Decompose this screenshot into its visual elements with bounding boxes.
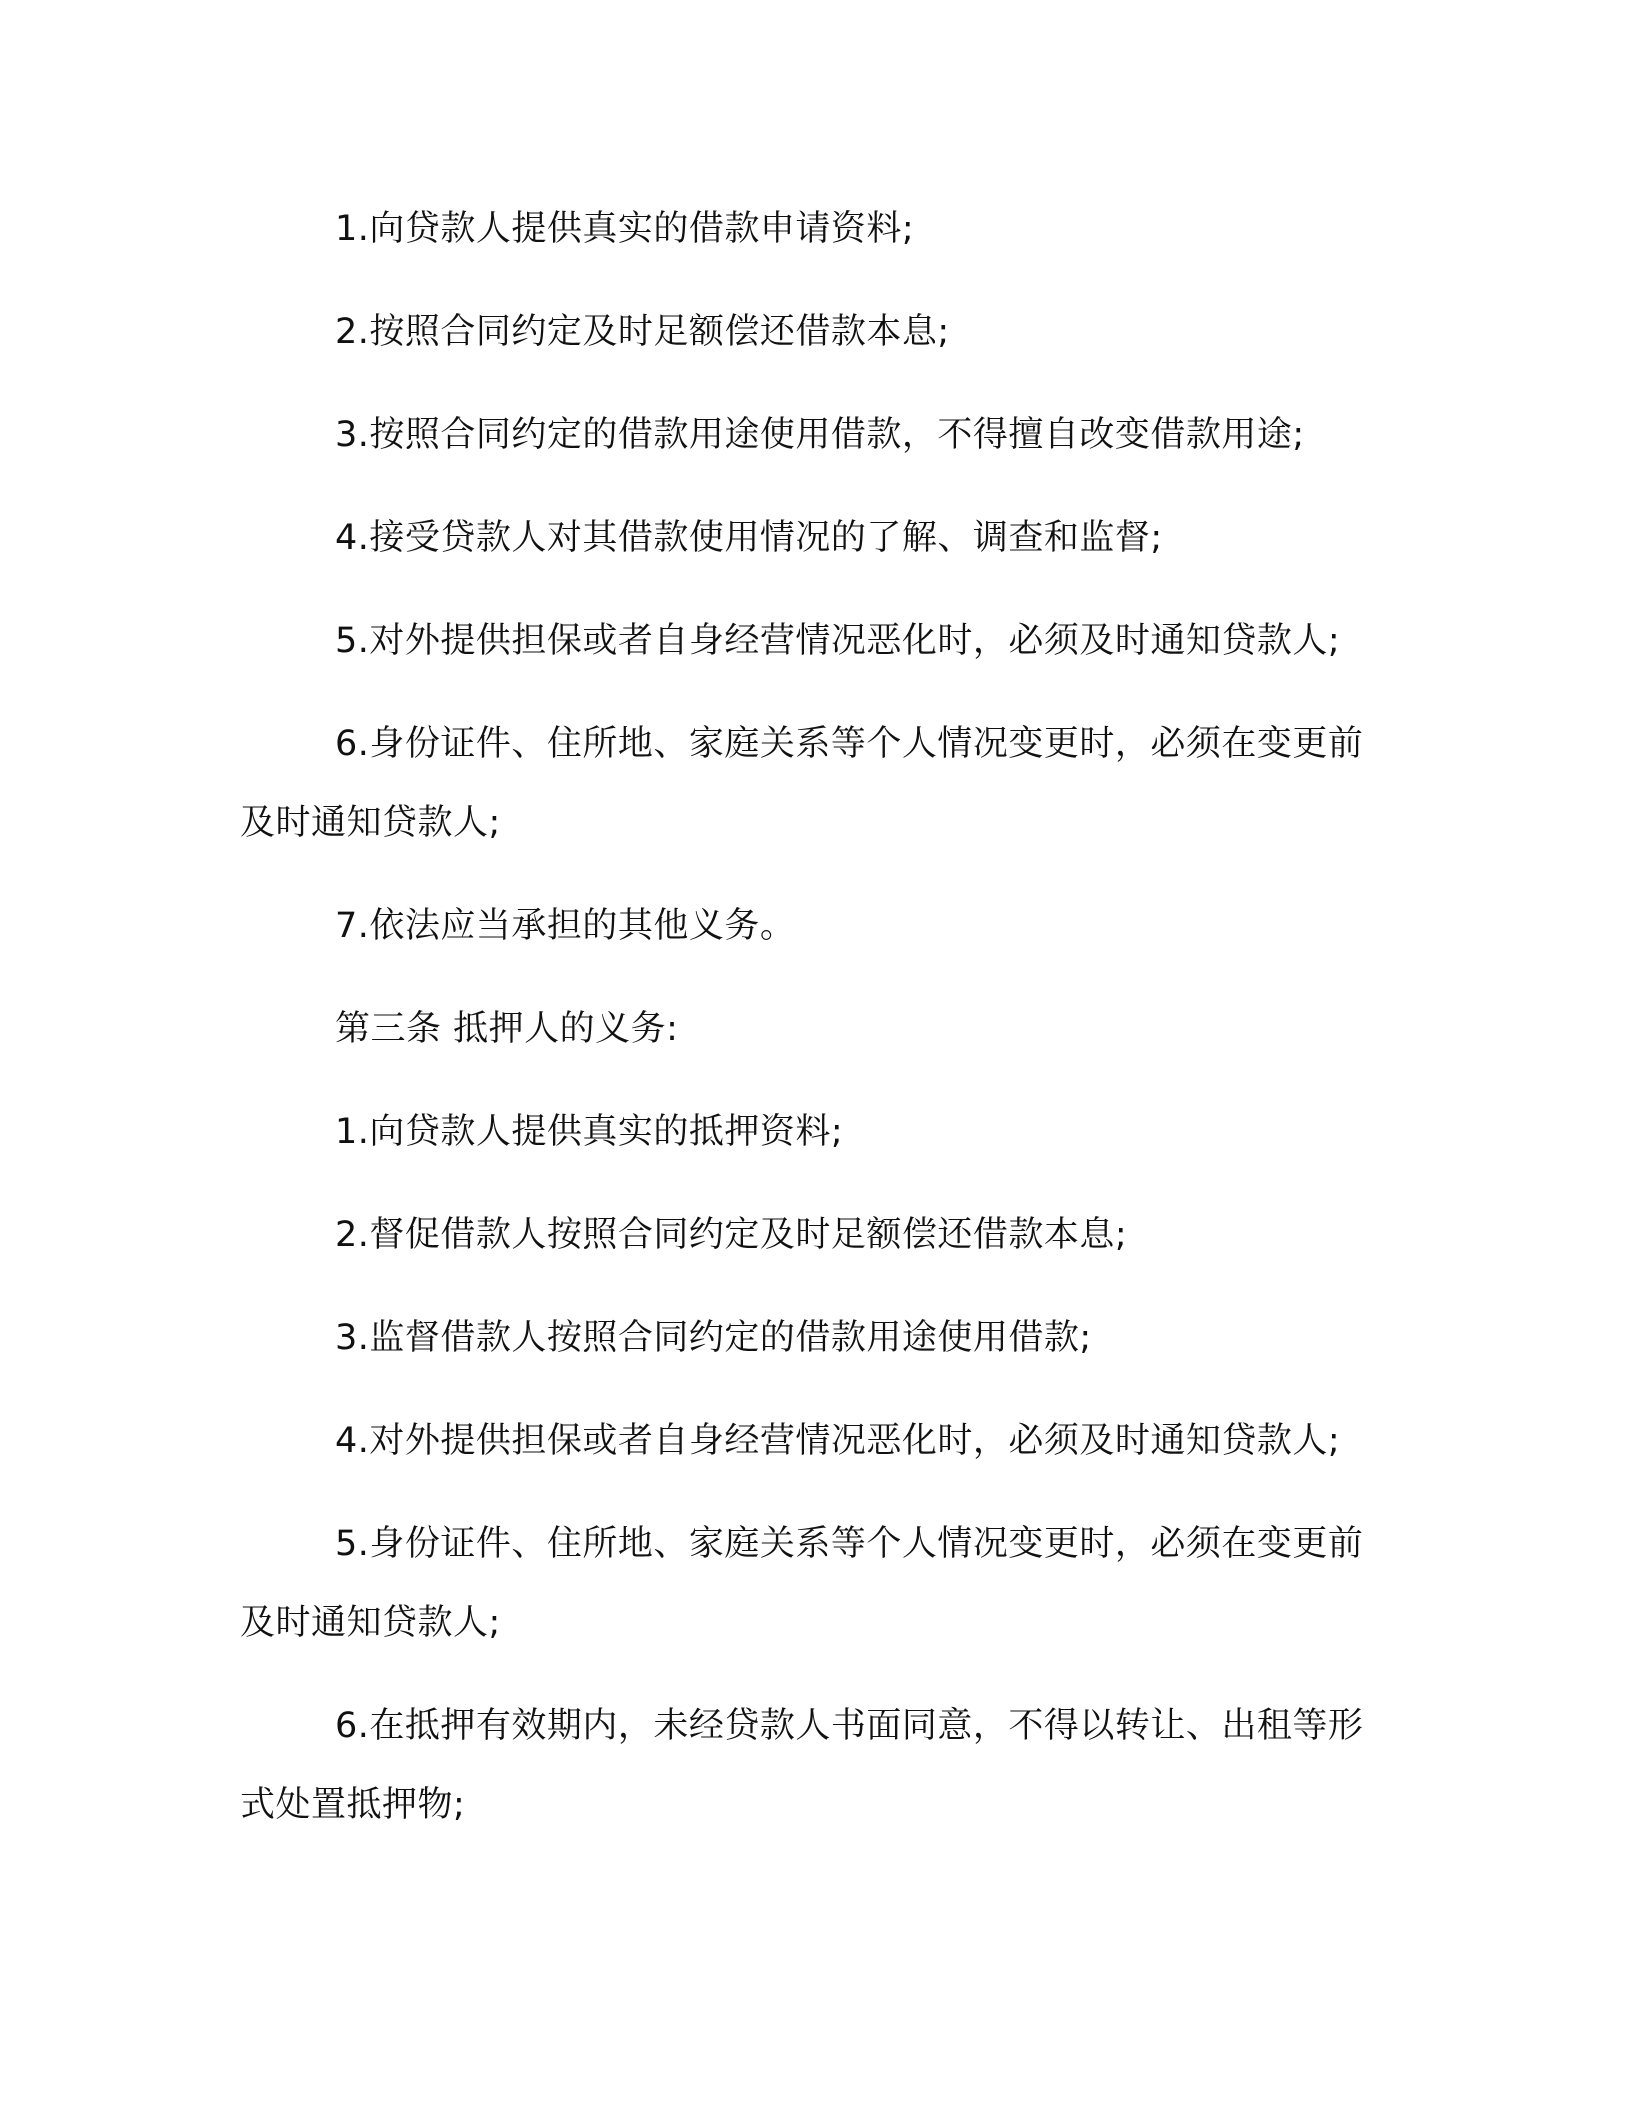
document-body (240, 190, 1380, 1869)
obligation-item-4: 4.接受贷款人对其借款使用情况的了解、调查和监督; (335, 518, 1163, 558)
obligation-item-1: 1.向贷款人提供真实的借款申请资料; (335, 209, 915, 249)
mortgagor-item-1: 1.向贷款人提供真实的抵押资料; (335, 1112, 844, 1152)
obligation-item-6: 6.身份证件、住所地、家庭关系等个人情况变更时，必须在变更前及时通知贷款人; (240, 724, 1364, 843)
article-heading: 第三条 抵押人的义务: (335, 1009, 679, 1049)
mortgagor-item-6: 6.在抵押有效期内，未经贷款人书面同意，不得以转让、出租等形式处置抵押物; (240, 1706, 1364, 1825)
obligation-item-3: 3.按照合同约定的借款用途使用借款，不得擅自改变借款用途; (335, 415, 1305, 455)
obligation-item-2: 2.按照合同约定及时足额偿还借款本息; (335, 312, 950, 352)
obligation-item-7: 7.依法应当承担的其他义务。 (335, 906, 796, 946)
mortgagor-item-3: 3.监督借款人按照合同约定的借款用途使用借款; (335, 1318, 1092, 1358)
obligation-item-5: 5.对外提供担保或者自身经营情况恶化时，必须及时通知贷款人; (335, 621, 1341, 661)
mortgagor-item-5: 5.身份证件、住所地、家庭关系等个人情况变更时，必须在变更前及时通知贷款人; (240, 1524, 1364, 1643)
mortgagor-item-2: 2.督促借款人按照合同约定及时足额偿还借款本息; (335, 1215, 1128, 1255)
mortgagor-item-4: 4.对外提供担保或者自身经营情况恶化时，必须及时通知贷款人; (335, 1421, 1341, 1461)
